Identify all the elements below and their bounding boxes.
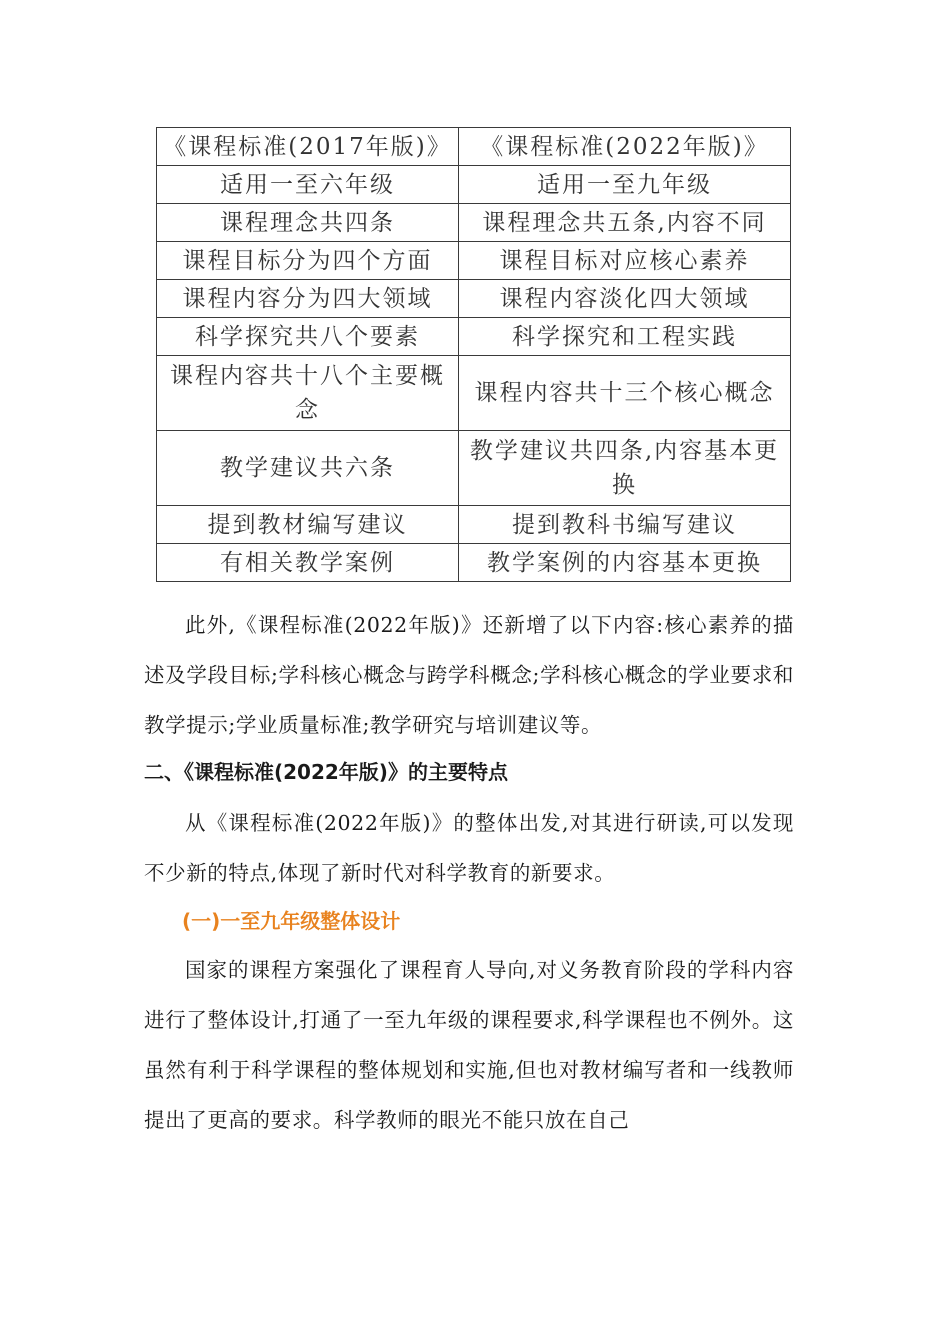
table-row (157, 280, 791, 318)
table-cell: 课程目标对应核心素养 (459, 242, 791, 280)
table-cell: 有相关教学案例 (157, 544, 459, 582)
table-row (157, 318, 791, 356)
table-row (157, 242, 791, 280)
table-row (157, 544, 791, 582)
table-cell: 提到教科书编写建议 (459, 506, 791, 544)
table-cell: 教学建议共六条 (157, 431, 459, 506)
table-cell: 提到教材编写建议 (157, 506, 459, 544)
table-row (157, 128, 791, 166)
table-cell: 课程内容淡化四大领域 (459, 280, 791, 318)
table-cell: 课程理念共五条,内容不同 (459, 204, 791, 242)
table-cell: 适用一至九年级 (459, 166, 791, 204)
comparison-table (156, 127, 791, 582)
body-paragraph-design: 国家的课程方案强化了课程育人导向,对义务教育阶段的学科内容进行了整体设计,打通了一至九年级的课程要求,科学课程也不例外。这虽然有利于科学课程的整体规划和实施,但也对教材编写者和一线教师提出了更高的要求。科学教师的眼光不能只放在自己 (144, 958, 794, 1132)
table-row (157, 431, 791, 506)
table-cell: 科学探究和工程实践 (459, 318, 791, 356)
table-cell: 教学案例的内容基本更换 (459, 544, 791, 582)
table-cell: 课程内容共十八个主要概念 (157, 356, 459, 431)
table-cell: 教学建议共四条,内容基本更换 (459, 431, 791, 506)
table-cell: 课程内容分为四大领域 (157, 280, 459, 318)
table-row (157, 166, 791, 204)
table-cell: 课程目标分为四个方面 (157, 242, 459, 280)
table-cell: 《课程标准(2017年版)》 (157, 128, 459, 166)
body-paragraph-additions: 此外,《课程标准(2022年版)》还新增了以下内容:核心素养的描述及学段目标;学科核心概念与跨学科概念;学科核心概念的学业要求和教学提示;学业质量标准;教学研究与培训建议等。 (144, 613, 794, 737)
table-row (157, 506, 791, 544)
table-row (157, 356, 791, 431)
table-cell: 适用一至六年级 (157, 166, 459, 204)
table-cell: 课程内容共十三个核心概念 (459, 356, 791, 431)
table-cell: 科学探究共八个要素 (157, 318, 459, 356)
table-cell: 课程理念共四条 (157, 204, 459, 242)
table-cell: 《课程标准(2022年版)》 (459, 128, 791, 166)
subsection-heading: (一)一至九年级整体设计 (182, 909, 401, 933)
body-paragraph-features: 从《课程标准(2022年版)》的整体出发,对其进行研读,可以发现不少新的特点,体现了新时代对科学教育的新要求。 (144, 811, 794, 885)
section-heading: 二、《课程标准(2022年版)》的主要特点 (144, 760, 508, 784)
table-row (157, 204, 791, 242)
